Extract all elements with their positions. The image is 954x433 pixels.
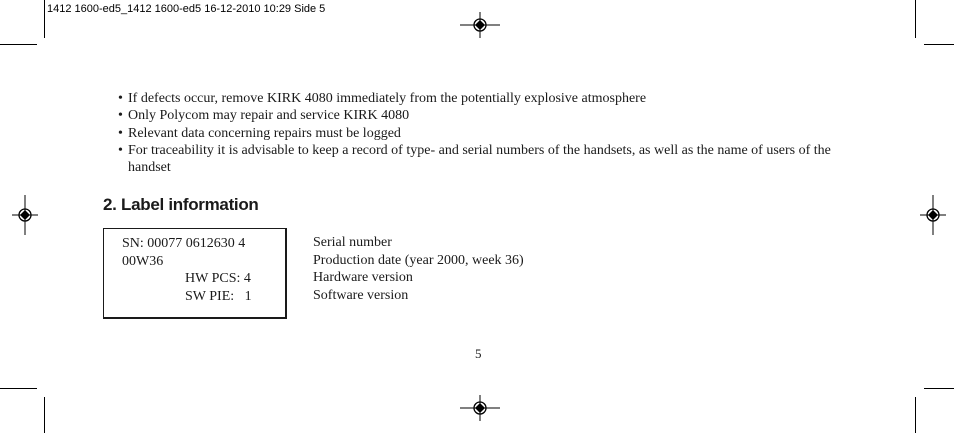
label-hw-version: HW PCS: 4 [185, 271, 251, 286]
page-number: 5 [475, 346, 482, 361]
crop-mark-bottom-left-v [44, 397, 45, 433]
crop-mark-bottom-right-h [924, 388, 954, 389]
crop-mark-top-right-h [924, 44, 954, 45]
crop-mark-top-right-v [915, 0, 916, 38]
crop-mark-top-left-h [0, 44, 37, 45]
registration-mark-right-icon [920, 195, 946, 235]
repair-notes-list [118, 90, 858, 176]
crop-mark-bottom-right-v [915, 397, 916, 433]
registration-mark-top-icon [460, 12, 500, 38]
section-heading: 2. Label information [103, 195, 259, 214]
label-serial-number: SN: 00077 0612630 4 [122, 236, 246, 251]
list-item: • Relevant data concerning repairs must be logged [118, 125, 858, 142]
legend-production-date: Production date (year 2000, week 36) [313, 252, 524, 268]
list-item: • If defects occur, remove KIRK 4080 immediately from the potentially explosive atmosphere [118, 90, 858, 107]
registration-mark-bottom-icon [460, 395, 500, 421]
legend-hardware-version: Hardware version [313, 270, 413, 285]
label-legend [313, 234, 524, 304]
legend-serial-number: Serial number [313, 235, 392, 250]
legend-software-version: Software version [313, 287, 409, 303]
print-slug: 1412 1600-ed5_1412 1600-ed5 16-12-2010 10:29 Side 5 [47, 3, 326, 15]
crop-mark-top-left-v [44, 0, 45, 38]
list-item: • For traceability it is advisable to keep a record of type- and serial numbers of the handsets, as well as the name of users of the handset [118, 142, 858, 177]
label-date-code: 00W36 [122, 253, 164, 269]
registration-mark-left-icon [12, 195, 38, 235]
label-sw-version: SW PIE: 1 [185, 288, 252, 304]
list-item: • Only Polycom may repair and service KIRK 4080 [118, 107, 858, 124]
product-label-box [103, 228, 287, 319]
crop-mark-bottom-left-h [0, 388, 37, 389]
